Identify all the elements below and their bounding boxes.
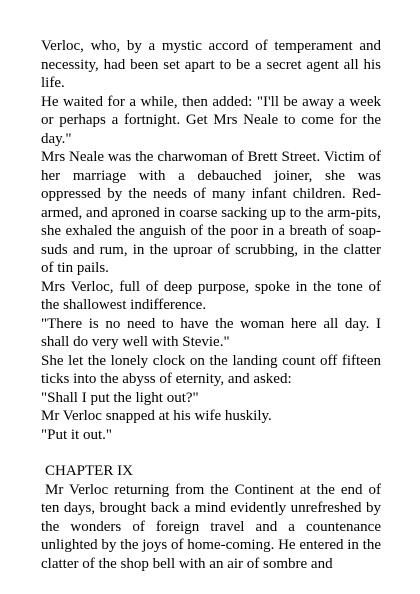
paragraph-light-out-question: "Shall I put the light out?"	[41, 389, 199, 406]
chapter-opening-paragraph: Mr Verloc returning from the Continent at the end of ten days, brought back a mind evidently unrefreshed by the wonders of foreign travel and a countenance unlighted by the joys of home-coming. He entered in the clatter of the shop bell with an air of sombre and	[41, 481, 381, 572]
paragraph-mrs-neale: Mrs Neale was the charwoman of Brett Street. Victim of her marriage with a debauched joiner, she was oppressed by the needs of many infant children. Red-armed, and aproned in coarse sacking up to the arm-pits, she exhaled the anguish of the poor in a breath of soap-suds and rum, in the uproar of scrubbing, in the clatter of tin pails.	[41, 149, 381, 276]
paragraph-put-it-out: "Put it out."	[41, 426, 113, 443]
book-page	[41, 37, 381, 573]
chapter-heading: CHAPTER IX	[45, 463, 133, 479]
paragraph-away-a-week: He waited for a while, then added: "I'll be away a week or perhaps a fortnight. Get Mrs Neale to come for the day."	[41, 93, 381, 147]
section-gap	[41, 444, 381, 462]
paragraph-no-need-woman: "There is no need to have the woman here all day. I shall do very well with Stevie."	[41, 315, 381, 350]
paragraph-lonely-clock: She let the lonely clock on the landing count off fifteen ticks into the abyss of eternity, and asked:	[41, 352, 381, 387]
paragraph-verloc-secret-agent: Verloc, who, by a mystic accord of temperament and necessity, had been set apart to be a secret agent all his life.	[41, 38, 381, 91]
paragraph-snapped-huskily: Mr Verloc snapped at his wife huskily.	[41, 408, 272, 424]
paragraph-mrs-verloc-indifference: Mrs Verloc, full of deep purpose, spoke in the tone of the shallowest indifference.	[41, 278, 381, 313]
